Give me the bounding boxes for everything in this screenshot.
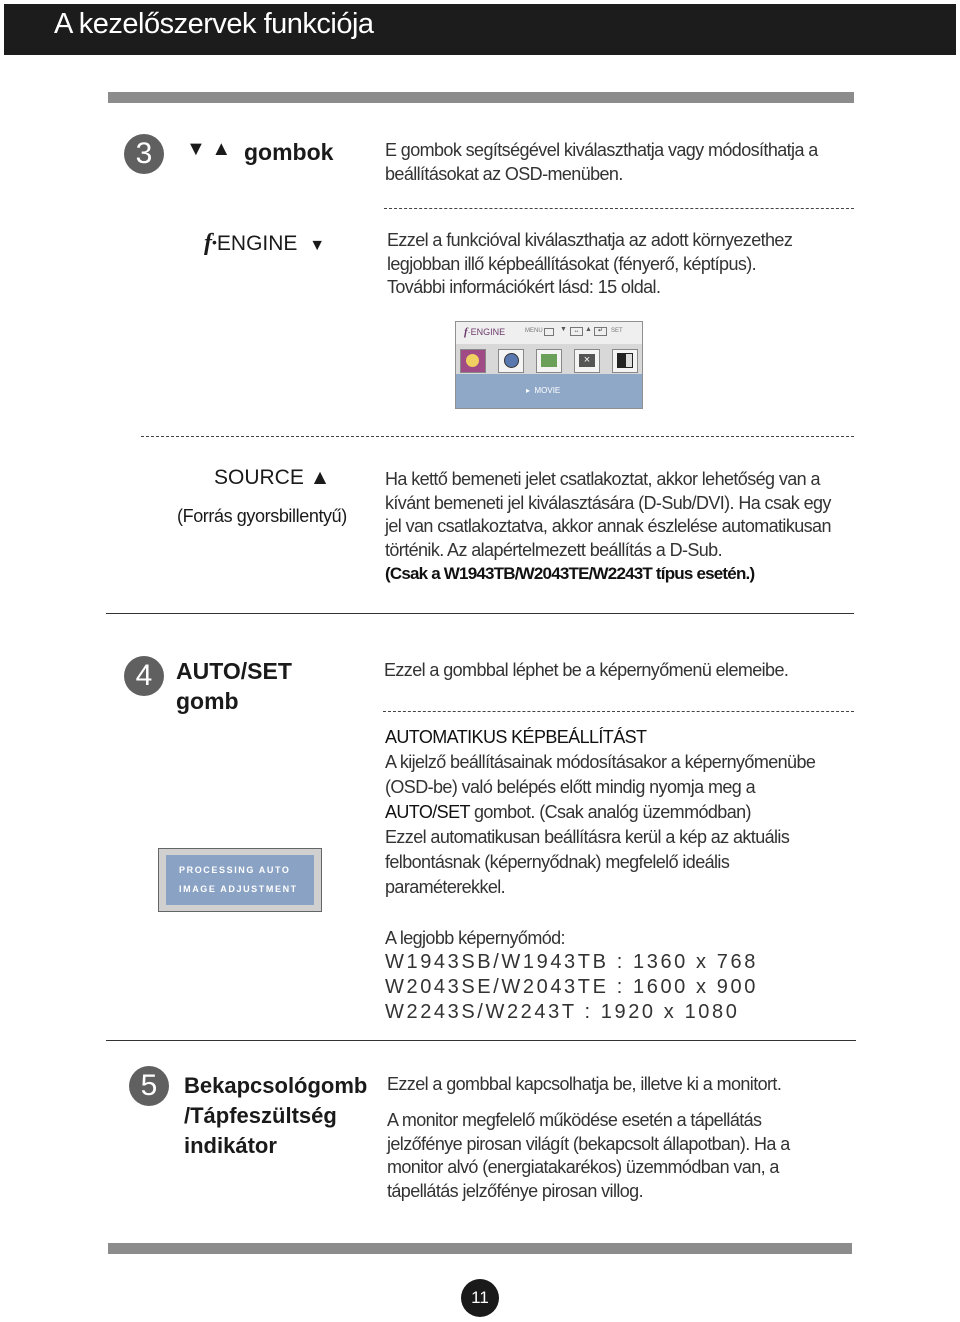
section-5-description: Ezzel a gombbal kapcsolhatja be, illetve ki a monitort. bbox=[387, 1074, 782, 1094]
section-divider bbox=[106, 613, 854, 614]
power-indicator-description: A monitor megfelelő működése esetén a tápellátás jelzőfénye pirosan világít (bekapcsolt állapotban). Ha a monitor alvó (energiatakarékos) üzemmódban van, a tápellátás jelzőfénye pirosan villog. bbox=[387, 1110, 790, 1201]
section-number-4: 4 bbox=[124, 656, 164, 696]
picture-icon bbox=[536, 349, 562, 373]
enter-icon: ↵ bbox=[594, 327, 607, 336]
osd-menu-label: MENU bbox=[525, 328, 543, 334]
up-arrow-icon: ▲ bbox=[585, 326, 592, 333]
dashed-divider bbox=[141, 436, 854, 437]
contrast-icon bbox=[612, 349, 638, 373]
arrow-icons: ▼ ▲ bbox=[186, 138, 232, 160]
auto-adjust-text: AUTOMATIKUS KÉPBEÁLLÍTÁST A kijelző beállításainak módosításakor a képernyőmenübe (OSD-be) való belépés előtt mindig nyomja meg a AUTO/SET gombot. (Csak analóg üzemmódban) Ezzel automatikusan beállításra kerül a kép az aktuális felbontásnak (képernyődnak) megfelelő ideális paraméterekkel. bbox=[385, 727, 816, 897]
globe-icon bbox=[498, 349, 524, 373]
section-4-description: Ezzel a gombbal léphet be a képernyőmenü elemeibe. bbox=[384, 660, 789, 680]
fengine-osd-screenshot: f·ENGINE MENU ▼ ↔ ▲ ↵ SET × ▸ MOVIE bbox=[455, 321, 643, 409]
resolution-list: W1943SB/W1943TB : 1360 x 768 W2043SE/W2043TE : 1600 x 900 W2243S/W2243T : 1920 x 1080 bbox=[385, 951, 758, 1023]
section-5-label: Bekapcsológomb /Tápfeszültség indikátor bbox=[184, 1073, 368, 1158]
page-number: 11 bbox=[461, 1279, 499, 1317]
section-divider bbox=[106, 1040, 856, 1041]
source-label: SOURCE ▲ bbox=[214, 466, 331, 489]
down-arrow-icon: ▼ bbox=[560, 326, 567, 333]
section-top-bar bbox=[108, 92, 854, 103]
section-number-5: 5 bbox=[129, 1066, 169, 1106]
source-description: Ha kettő bemeneti jelet csatlakoztat, akkor lehetőség van a kívánt bemeneti jel kiválasztására (D-Sub/DVI). Ha csak egy jel van csatlakoztatva, akkor annak észlelése automatikusan történik. Az alapértelmezett beállítás a D-Sub. (Csak a W1943TB/W2043TE/W2243T típus esetén.) bbox=[385, 469, 831, 583]
fengine-description: Ezzel a funkcióval kiválaszthatja az adott környezethez legjobban illő képbeállításokat (fényerő, képtípus). További információkért lásd: 15 oldal. bbox=[387, 230, 793, 297]
dashed-divider bbox=[383, 711, 854, 712]
page-title: A kezelőszervek funkciója bbox=[54, 8, 374, 40]
auto-adjust-osd-screenshot: PROCESSING AUTO IMAGE ADJUSTMENT bbox=[158, 848, 322, 912]
menu-icon bbox=[544, 328, 554, 336]
best-mode-label: A legjobb képernyőmód: bbox=[385, 928, 565, 948]
osd-set-label: SET bbox=[611, 328, 623, 334]
dashed-divider bbox=[384, 208, 854, 209]
left-right-icon: ↔ bbox=[570, 327, 583, 336]
color-icon bbox=[460, 349, 486, 373]
osd-option: ▸ MOVIE bbox=[526, 386, 561, 395]
section-number-3: 3 bbox=[124, 134, 164, 174]
section-3-description: E gombok segítségével kiválaszthatja vagy módosíthatja a beállításokat az OSD-menüben. bbox=[385, 140, 818, 184]
section-3-label: gombok bbox=[244, 139, 334, 165]
source-sublabel: (Forrás gyorsbillentyű) bbox=[177, 506, 347, 526]
close-icon: × bbox=[574, 349, 600, 373]
fengine-label: f•ENGINE ▼ bbox=[204, 230, 326, 256]
section-bottom-bar bbox=[108, 1243, 852, 1254]
section-4-label: AUTO/SET gomb bbox=[176, 658, 292, 714]
